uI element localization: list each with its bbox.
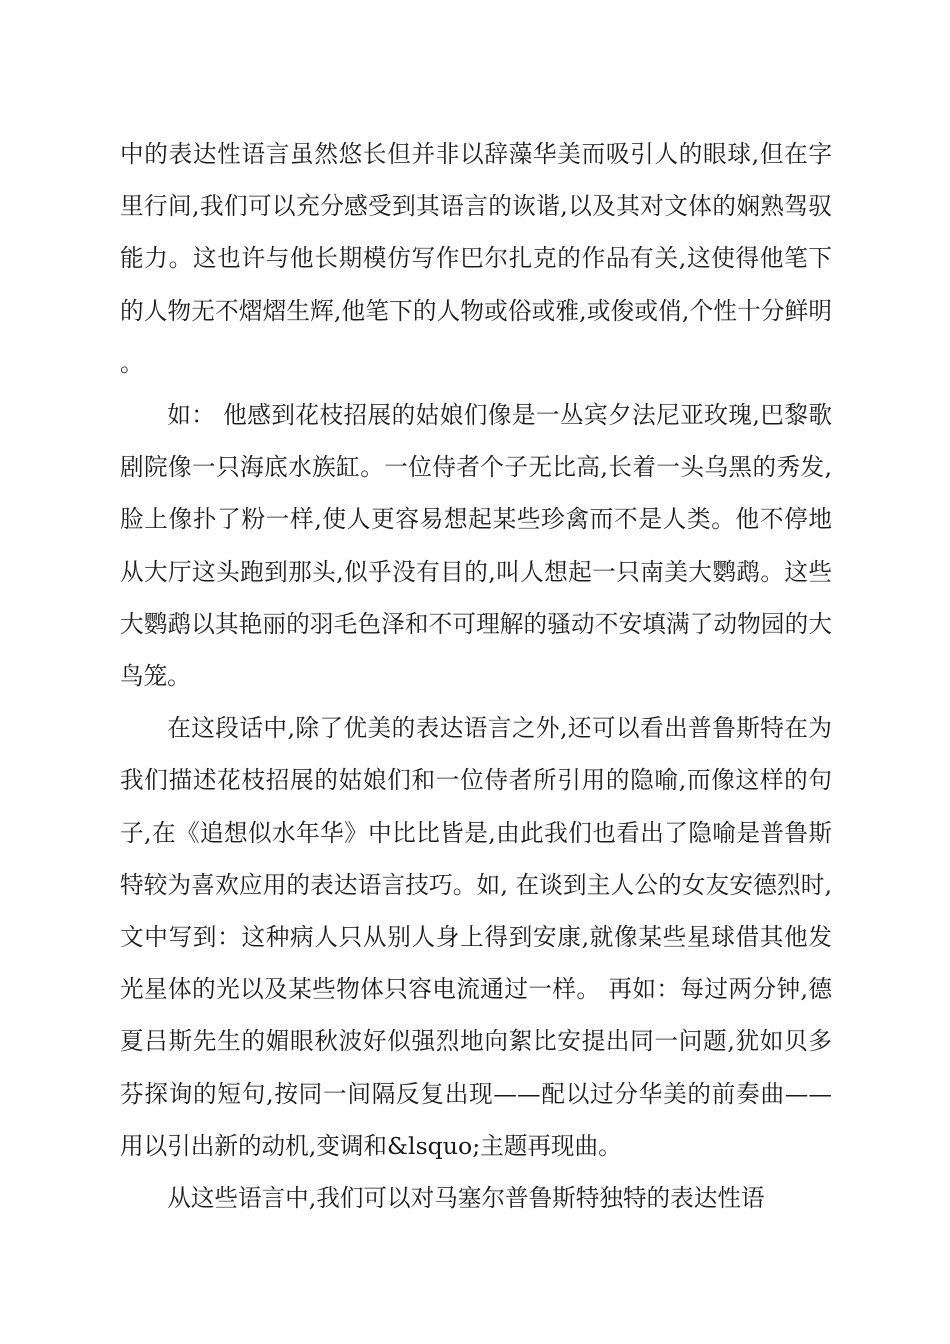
body-text [120,128,832,1224]
paragraph-3: 在这段话中,除了优美的表达语言之外,还可以看出普鲁斯特在为我们描述花枝招展的姑娘们和一位侍者所引用的隐喻,而像这样的句子,在《追想似水年华》中比比皆是,由此我们也看出了隐喻是普鲁斯特较为喜欢应用的表达语言技巧。如, 在谈到主人公的女友安德烈时,文中写到：这种病人只从别人身上得到安康,就像某些星球借其他发光星体的光以及某些物体只容电流通过一样。 再如：每过两分钟,德夏吕斯先生的媚眼秋波好似强烈地向絮比安提出同一问题,犹如贝多芬探询的短句,按同一间隔反复出现——配以过分华美的前奏曲——用以引出新的动机,变调和&lsquo;主题再现曲。 [120,714,832,1160]
paragraph-2: 如： 他感到花枝招展的姑娘们像是一丛宾夕法尼亚玫瑰,巴黎歌剧院像一只海底水族缸。一位侍者个子无比高,长着一头乌黑的秀发,脸上像扑了粉一样,使人更容易想起某些珍禽而不是人类。他不停地从大厅这头跑到那头,似乎没有目的,叫人想起一只南美大鹦鹉。这些大鹦鹉以其艳丽的羽毛色泽和不可理解的骚动不安填满了动物园的大鸟笼。 [120,401,832,691]
paragraph-4: 从这些语言中,我们可以对马塞尔普鲁斯特独特的表达性语 [167,1184,765,1213]
paragraph-1: 中的表达性语言虽然悠长但并非以辞藻华美而吸引人的眼球,但在字里行间,我们可以充分感受到其语言的诙谐,以及其对文体的娴熟驾驭能力。这也许与他长期模仿写作巴尔扎克的作品有关,这使得他笔下的人物无不熠熠生辉,他笔下的人物或俗或雅,或俊或俏,个性十分鲜明。 [120,140,832,377]
